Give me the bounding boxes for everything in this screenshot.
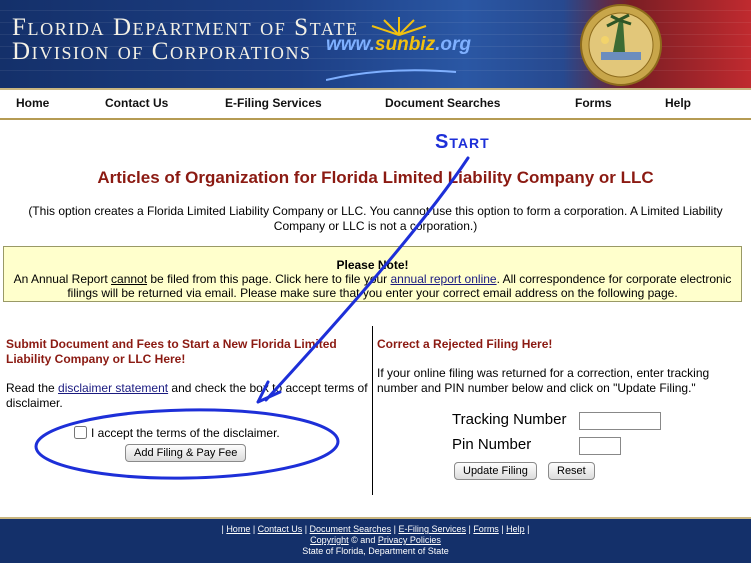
privacy-policies-link[interactable]: Privacy Policies: [377, 535, 441, 545]
update-filing-button[interactable]: Update Filing: [454, 462, 537, 480]
nav-home[interactable]: Home: [16, 96, 50, 110]
rejected-filing-instructions: If your online filing was returned for a correction, enter tracking number and PIN number below and click on "Update Filing.": [377, 366, 710, 395]
new-filing-section: [6, 337, 368, 411]
notice-cannot: cannot: [111, 272, 148, 286]
notice-box: Please Note! An Annual Report cannot be filed from this page. Click here to file your annual report online. All correspondence for corporate electronic filings will be returned via email. Please make sure that you enter your correct email address on the following page.: [3, 246, 742, 302]
footer-links: | Home | Contact Us | Document Searches | E-Filing Services | Forms | Help |: [221, 524, 530, 534]
footer-document-searches-link[interactable]: Document Searches: [309, 524, 392, 534]
start-annotation-label: Start: [435, 131, 490, 153]
rejected-filing-heading: Correct a Rejected Filing Here!: [377, 337, 553, 351]
header-banner: [0, 0, 751, 88]
footer-home-link[interactable]: Home: [226, 524, 251, 534]
rejected-filing-section: [377, 337, 745, 396]
disclaimer-link[interactable]: disclaimer statement: [58, 381, 169, 395]
page-title: Articles of Organization for Florida Limited Liability Company or LLC: [97, 168, 654, 187]
footer-contact-link[interactable]: Contact Us: [257, 524, 303, 534]
footer: [0, 517, 751, 563]
column-divider: [372, 326, 373, 495]
nav-contact-us[interactable]: Contact Us: [105, 96, 169, 110]
footer-e-filing-link[interactable]: E-Filing Services: [398, 524, 466, 534]
state-seal-icon: [573, 2, 673, 88]
main-nav: [0, 88, 751, 120]
nav-e-filing-services[interactable]: E-Filing Services: [225, 96, 322, 110]
disclaimer-checkbox[interactable]: [74, 426, 87, 439]
sunbiz-logo[interactable]: www.sunbiz.org: [326, 34, 471, 55]
site-title-line2: Division of Corporations: [12, 38, 312, 65]
annual-report-link[interactable]: annual report online: [390, 272, 497, 286]
nav-document-searches[interactable]: Document Searches: [385, 96, 501, 110]
disclaimer-instructions: Read the disclaimer statement and check the box to accept terms of disclaimer.: [6, 381, 368, 410]
tracking-number-label: Tracking Number: [452, 411, 567, 428]
nav-forms[interactable]: Forms: [575, 96, 612, 110]
footer-help-link[interactable]: Help: [506, 524, 525, 534]
footer-forms-link[interactable]: Forms: [473, 524, 499, 534]
notice-heading: Please Note!: [336, 258, 409, 272]
footer-state: State of Florida, Department of State: [302, 546, 449, 556]
pin-number-input[interactable]: [579, 437, 621, 455]
reset-button[interactable]: Reset: [548, 462, 595, 480]
disclaimer-checkbox-row[interactable]: I accept the terms of the disclaimer.: [74, 426, 280, 440]
page-subtitle: (This option creates a Florida Limited Liability Company or LLC. You cannot use this option to form a corporation. A Limited Liability Company or LLC is not a corporation.): [28, 204, 723, 233]
nav-help[interactable]: Help: [665, 96, 692, 110]
site-title-line1: Florida Department of State: [12, 14, 359, 41]
pin-number-label: Pin Number: [452, 436, 532, 453]
footer-copyright: Copyright © and Privacy Policies: [310, 535, 441, 545]
tracking-number-input[interactable]: [579, 412, 661, 430]
new-filing-heading: Submit Document and Fees to Start a New Florida Limited Liability Company or LLC Here!: [6, 337, 337, 366]
add-filing-pay-fee-button[interactable]: Add Filing & Pay Fee: [125, 444, 246, 462]
copyright-link[interactable]: Copyright: [310, 535, 349, 545]
